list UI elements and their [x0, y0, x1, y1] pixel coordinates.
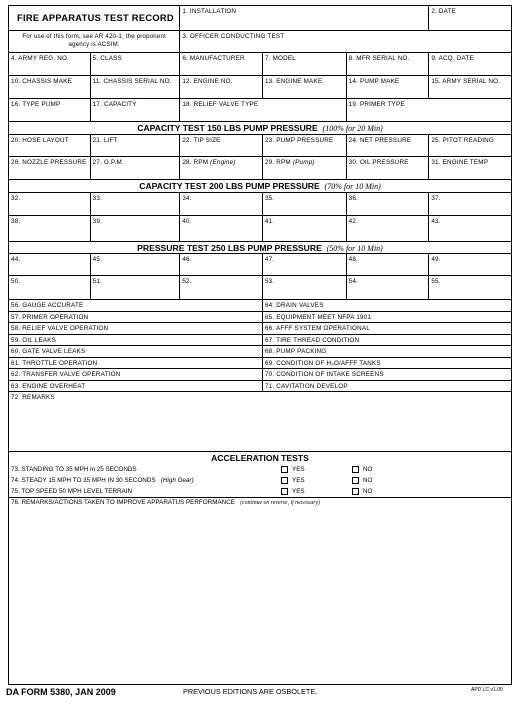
yes-label: YES	[292, 488, 305, 495]
field-label: 58. RELIEF VALVE OPERATION	[11, 325, 109, 332]
capacity-200-header	[9, 180, 511, 193]
field-label: 51.	[92, 278, 103, 285]
test-field[interactable]	[429, 157, 511, 179]
authority-line-1: For use of this form, see AR 420-1; the proponent	[22, 33, 166, 40]
test-field[interactable]	[347, 216, 430, 241]
field-label: 25. PITOT READING	[431, 137, 494, 144]
acq-date-field[interactable]	[429, 53, 511, 75]
check-field[interactable]	[263, 335, 511, 346]
test-field[interactable]	[91, 216, 181, 241]
test-field[interactable]	[180, 135, 263, 156]
field-label: 14. PUMP MAKE	[348, 78, 400, 85]
authority-row	[9, 31, 511, 53]
capacity-200-row-2	[9, 216, 511, 242]
no-option[interactable]	[352, 464, 372, 475]
field-label: 65. EQUIPMENT MEET NFPA 1901	[264, 313, 372, 321]
check-field[interactable]	[263, 323, 511, 334]
vehicle-info-row-2	[9, 76, 511, 99]
manufacturer-field[interactable]	[180, 53, 263, 75]
check-field[interactable]	[9, 323, 263, 334]
test-field[interactable]	[9, 193, 91, 215]
editions-note: PREVIOUS EDITIONS ARE OSBOLETE.	[183, 687, 318, 696]
field-label: 29. RPM	[264, 159, 291, 166]
field-label: 32.	[11, 195, 21, 202]
field-label: 35.	[264, 195, 275, 202]
test-field[interactable]	[263, 135, 347, 156]
section-title: PRESSURE TEST 250 LBS PUMP PRESSURE	[137, 243, 322, 253]
test-field[interactable]	[429, 276, 511, 299]
check-field[interactable]	[9, 300, 263, 311]
check-row	[9, 358, 511, 370]
header-row	[9, 6, 511, 31]
accel-label: 74. STEADY 15 MPH TO 35 MPH IN 30 SECONDS	[11, 477, 156, 484]
field-label: 21. LIFT	[92, 137, 118, 144]
test-field[interactable]	[180, 276, 263, 299]
relief-valve-type-field[interactable]	[180, 99, 346, 121]
check-row	[9, 369, 511, 381]
section-subtitle: (50% for 10 Min)	[326, 244, 383, 253]
date-field[interactable]	[429, 6, 511, 30]
field-label: 48.	[348, 256, 359, 263]
check-row	[9, 323, 511, 335]
version-label: APD LC v1.00	[471, 687, 503, 693]
form-title: FIRE APPARATUS TEST RECORD	[17, 13, 174, 23]
field-label: 39.	[92, 218, 103, 225]
capacity-150-row-2	[9, 157, 511, 180]
field-label: 27. G.P.M.	[92, 159, 124, 166]
field-label: 36.	[348, 195, 359, 202]
accel-label: 73. STANDING TO 35 MPH in 25 SECONDS	[11, 466, 137, 473]
check-field[interactable]	[9, 381, 263, 392]
check-row	[9, 312, 511, 324]
accel-row	[9, 475, 511, 486]
pressure-250-header	[9, 242, 511, 254]
test-field[interactable]	[180, 193, 263, 215]
remarks-label: 72. REMARKS	[11, 394, 55, 401]
check-field[interactable]	[9, 312, 263, 323]
test-field[interactable]	[429, 216, 511, 241]
no-option[interactable]	[352, 486, 372, 497]
test-field[interactable]	[429, 254, 511, 275]
no-checkbox[interactable]	[352, 466, 359, 473]
test-field[interactable]	[91, 254, 181, 275]
field-label: 63. ENGINE OVERHEAT	[11, 382, 86, 390]
field-label: 11. CHASSIS SERIAL NO.	[92, 78, 172, 85]
engine-no-field[interactable]	[180, 76, 263, 98]
chassis-serial-field[interactable]	[91, 76, 181, 98]
field-label: 4. ARMY REG. NO.	[11, 55, 70, 62]
mfr-serial-field[interactable]	[347, 53, 430, 75]
section-title: CAPACITY TEST 200 LBS PUMP PRESSURE	[139, 181, 320, 191]
test-field[interactable]	[263, 276, 347, 299]
field-note: (Engine)	[210, 159, 236, 166]
test-field[interactable]	[180, 254, 263, 275]
field-label: 50.	[11, 278, 21, 285]
field-label: 43.	[431, 218, 441, 225]
yes-option[interactable]	[281, 475, 305, 486]
test-field[interactable]	[347, 276, 430, 299]
vehicle-info-row-1	[9, 53, 511, 76]
field-label: 59. OIL LEAKS	[11, 336, 57, 344]
check-field[interactable]	[263, 312, 511, 323]
field-label: 17. CAPACITY	[92, 101, 137, 108]
test-field[interactable]	[263, 216, 347, 241]
section-title: CAPACITY TEST 150 LBS PUMP PRESSURE	[137, 123, 318, 133]
field-label: 52.	[182, 278, 192, 285]
accel-label: 75. TOP SPEED 50 MPH LEVEL TERRAIN	[11, 488, 133, 495]
field-label: 40.	[182, 218, 192, 225]
field-label: 22. TIP SIZE	[182, 137, 221, 144]
no-option[interactable]	[352, 475, 372, 486]
field-label: 33.	[92, 195, 103, 202]
test-field[interactable]	[263, 254, 347, 275]
capacity-200-row-1	[9, 193, 511, 216]
section-title: ACCELERATION TESTS	[211, 453, 309, 463]
test-field[interactable]	[180, 216, 263, 241]
field-label: 53.	[264, 278, 275, 285]
field-label: 8. MFR SERIAL NO.	[348, 55, 410, 62]
check-field[interactable]	[263, 358, 511, 369]
installation-label: 1. INSTALLATION	[182, 8, 237, 15]
field-label: 7. MODEL	[264, 55, 296, 62]
check-row	[9, 346, 511, 358]
field-label: 67. TIRE THREAD CONDITION	[264, 336, 360, 344]
section-subtitle: (100% for 20 Min)	[322, 124, 383, 133]
test-field[interactable]	[9, 276, 91, 299]
army-serial-field[interactable]	[429, 76, 511, 98]
field-label: 69. CONDITION OF H₂O/AFFF TANKS	[264, 359, 381, 367]
field-label: 62. TRANSFER VALVE OPERATION	[11, 371, 121, 378]
test-field[interactable]	[347, 157, 430, 179]
yes-option[interactable]	[281, 464, 305, 475]
test-field[interactable]	[429, 135, 511, 156]
field-label: 13. ENGINE MAKE	[264, 78, 323, 85]
test-field[interactable]	[91, 193, 181, 215]
check-field[interactable]	[9, 346, 263, 357]
type-pump-field[interactable]	[9, 99, 91, 121]
check-field[interactable]	[9, 369, 263, 380]
form-title-cell	[9, 6, 180, 30]
field-label: 15. ARMY SERIAL NO.	[431, 78, 501, 85]
field-label: 42.	[348, 218, 359, 225]
field-label: 5. CLASS	[92, 55, 122, 62]
installation-field[interactable]	[180, 6, 429, 30]
officer-field[interactable]	[180, 31, 511, 52]
test-field[interactable]	[9, 157, 91, 179]
field-label: 49.	[431, 256, 441, 263]
field-label: 10. CHASSIS MAKE	[11, 78, 72, 85]
army-reg-no-field[interactable]	[9, 53, 91, 75]
accel-row	[9, 464, 511, 475]
test-field[interactable]	[347, 135, 430, 156]
field-label: 68. PUMP PACKING	[264, 348, 327, 355]
test-field[interactable]	[91, 135, 181, 156]
field-label: 30. OIL PRESSURE	[348, 159, 409, 166]
date-label: 2. DATE	[431, 8, 457, 15]
primer-type-field[interactable]	[347, 99, 511, 121]
no-label: NO	[363, 466, 373, 473]
engine-make-field[interactable]	[263, 76, 347, 98]
check-field[interactable]	[263, 381, 511, 392]
check-field[interactable]	[263, 346, 511, 357]
field-label: 60. GATE VALVE LEAKS	[11, 348, 86, 355]
field-label: 18. RELIEF VALVE TYPE	[182, 101, 259, 108]
field-label: 28. RPM	[182, 159, 209, 166]
field-label: 12. ENGINE NO.	[182, 78, 233, 85]
pressure-250-row-2	[9, 276, 511, 300]
field-label: 54.	[348, 278, 359, 285]
field-label: 37.	[431, 195, 441, 202]
yes-checkbox[interactable]	[281, 477, 288, 484]
field-label: 71. CAVITATION DEVELOP	[264, 382, 348, 390]
check-row	[9, 335, 511, 347]
field-label: 55.	[431, 278, 441, 285]
field-label: 19. PRIMER TYPE	[348, 101, 405, 108]
accel-row	[9, 486, 511, 497]
no-checkbox[interactable]	[352, 488, 359, 495]
field-label: 16. TYPE PUMP	[11, 101, 61, 108]
officer-label: 3. OFFICER CONDUCTING TEST	[182, 33, 285, 40]
test-field[interactable]	[347, 254, 430, 275]
capacity-150-header	[9, 122, 511, 135]
field-label: 41.	[264, 218, 275, 225]
field-label: 24. NET PRESSURE	[348, 137, 412, 144]
test-field[interactable]	[347, 193, 430, 215]
field-label: 45.	[92, 256, 103, 263]
yes-option[interactable]	[281, 486, 305, 497]
check-field[interactable]	[9, 335, 263, 346]
test-field[interactable]	[9, 254, 91, 275]
form-id: DA FORM 5380, JAN 2009	[6, 687, 116, 697]
field-label: 44.	[11, 256, 21, 263]
chassis-make-field[interactable]	[9, 76, 91, 98]
check-field[interactable]	[9, 358, 263, 369]
class-field[interactable]	[91, 53, 181, 75]
remarks-area	[9, 392, 511, 452]
remarks-actions-note: (continue on reverse, if necessary)	[240, 500, 320, 506]
field-label: 64. DRAIN VALVES	[264, 302, 324, 309]
field-label: 20. HOSE LAYOUT	[11, 137, 69, 144]
field-label: 34.	[182, 195, 192, 202]
field-label: 31. ENGINE TEMP	[431, 159, 489, 166]
check-row	[9, 381, 511, 393]
field-label: 26. NOZZLE PRESSURE	[11, 159, 87, 166]
yes-label: YES	[292, 477, 305, 484]
field-note: (Pump)	[292, 159, 315, 166]
test-field[interactable]	[9, 135, 91, 156]
pump-make-field[interactable]	[347, 76, 430, 98]
vehicle-info-row-3	[9, 99, 511, 122]
field-label: 46.	[182, 256, 192, 263]
test-field[interactable]	[263, 193, 347, 215]
section-subtitle: (70% for 10 Min)	[324, 182, 381, 191]
test-field[interactable]	[91, 276, 181, 299]
check-row	[9, 300, 511, 312]
capacity-field[interactable]	[91, 99, 181, 121]
capacity-150-row-1	[9, 135, 511, 157]
remarks-actions-label: 76. REMARKS/ACTIONS TAKEN TO IMPROVE APPARATUS PERFORMANCE	[11, 499, 235, 506]
authority-line-2: agency is ACSIM.	[68, 41, 120, 48]
field-label: 57. PRIMER OPERATION	[11, 313, 89, 321]
authority-note	[9, 31, 180, 52]
yes-checkbox[interactable]	[281, 488, 288, 495]
accel-note: (High Gear)	[160, 477, 194, 484]
acceleration-header	[9, 452, 511, 464]
no-checkbox[interactable]	[352, 477, 359, 484]
test-field[interactable]	[9, 216, 91, 241]
yes-label: YES	[292, 466, 305, 473]
pressure-250-row-1	[9, 254, 511, 276]
field-label: 56. GAUGE ACCURATE	[11, 302, 84, 309]
yes-checkbox[interactable]	[281, 466, 288, 473]
field-label: 6. MANUFACTURER	[182, 55, 245, 62]
check-field[interactable]	[263, 369, 511, 380]
no-label: NO	[363, 488, 373, 495]
test-field[interactable]	[263, 157, 347, 179]
check-field[interactable]	[263, 300, 511, 311]
remarks-field[interactable]	[9, 392, 511, 451]
field-label: 66. AFFF SYSTEM OPERATIONAL	[264, 325, 370, 332]
field-label: 23. PUMP PRESSURE	[264, 137, 334, 144]
model-field[interactable]	[263, 53, 347, 75]
fire-apparatus-test-record-form	[8, 5, 512, 685]
field-label: 9. ACQ. DATE	[431, 55, 474, 62]
field-label: 38.	[11, 218, 21, 225]
test-field[interactable]	[429, 193, 511, 215]
field-label: 47.	[264, 256, 275, 263]
test-field[interactable]	[91, 157, 181, 179]
field-label: 70. CONDITION OF INTAKE SCREENS	[264, 371, 384, 378]
test-field[interactable]	[180, 157, 263, 179]
no-label: NO	[363, 477, 373, 484]
field-label: 61. THROTTLE OPERATION	[11, 359, 98, 367]
remarks-actions-field[interactable]	[9, 497, 511, 686]
